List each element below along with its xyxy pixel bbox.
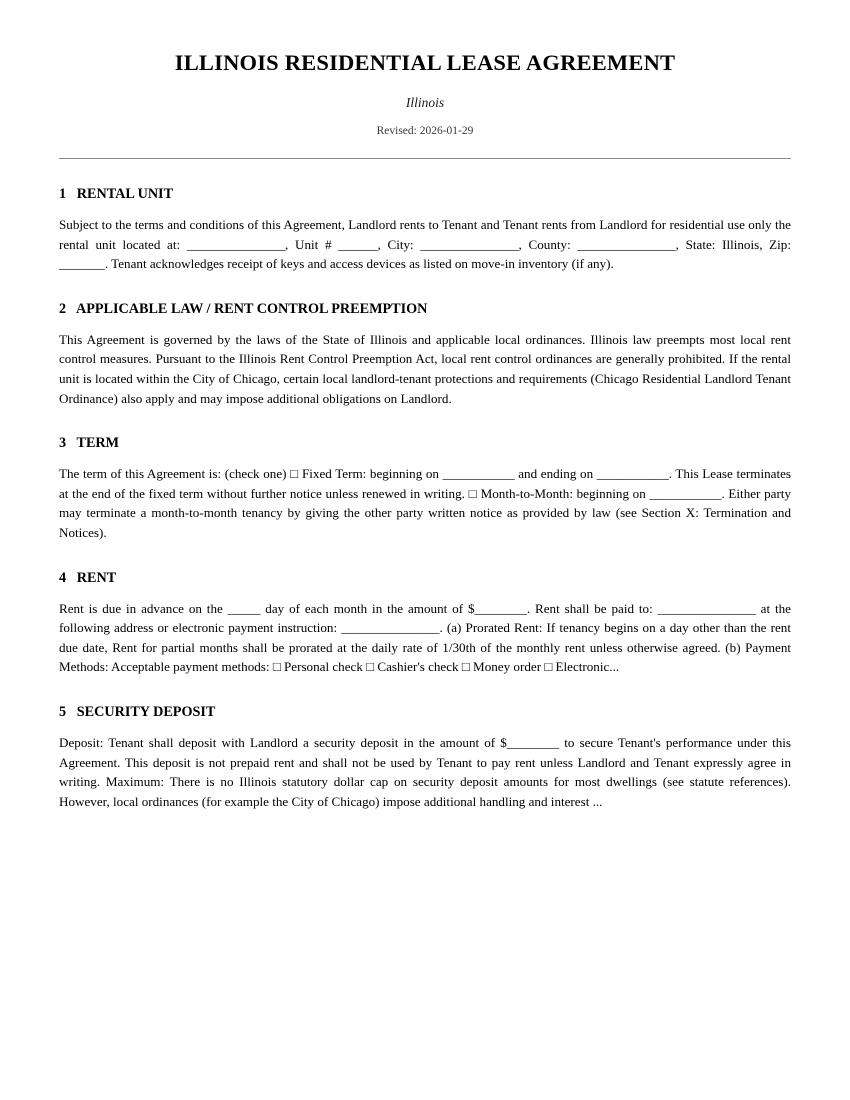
- document-subtitle: Illinois: [405, 94, 445, 110]
- section-heading-1: 1 RENTAL UNIT: [59, 185, 174, 202]
- section-heading-4: 4 RENT: [59, 569, 117, 586]
- section-body-4: Rent is due in advance on the _____ day of each month in the amount of $________. Rent shall be paid to: _______________ at the following address or electronic payment instruction: _______________. (a) Prorated Rent: If tenancy begins on a day other than the rent due date, Rent for partial months shall be prorated at the daily rate of 1/30th of the monthly rent unless otherwise agreed. (b) Payment Methods: Acceptable payment methods: □ Personal check □ Cashier's check □ Money order □ Electronic...: [59, 600, 791, 675]
- section-security-deposit: [59, 704, 791, 811]
- section-rental-unit: [59, 186, 791, 274]
- document-revised-date: Revised: 2026-01-29: [376, 124, 474, 137]
- section-heading-2: 2 APPLICABLE LAW / RENT CONTROL PREEMPTION: [59, 300, 428, 317]
- section-body-3: The term of this Agreement is: (check one) □ Fixed Term: beginning on ___________ and ending on ___________. This Lease terminates at the end of the fixed term without further notice unless renewed in writing. □ Month-to-Month: beginning on ___________. Either party may terminate a month-to-month tenancy by giving the other party written notice as provided by law (see Section X: Termination and Notices).: [59, 466, 791, 540]
- section-body-5: Deposit: Tenant shall deposit with Landlord a security deposit in the amount of $________ to secure Tenant's performance under this Agreement. This deposit is not prepaid rent and shall not be used by Tenant to pay rent unless Landlord and Tenant expressly agree in writing. Maximum: There is no Illinois statutory dollar cap on security deposit amounts for most dwellings (see statute references). However, local ordinances (for example the City of Chicago) impose additional handling and interest ...: [59, 734, 791, 809]
- section-rent: [59, 570, 791, 677]
- section-body-1: Subject to the terms and conditions of this Agreement, Landlord rents to Tenant and Tenant rents from Landlord for residential use only the rental unit located at: _______________, Unit # ______, City: _______________, County: _______________, State: Illinois, Zip: _______. Tenant acknowledges receipt of keys and access devices as listed on move-in inventory (if any).: [59, 216, 791, 272]
- document-content: [59, 0, 791, 811]
- section-term: [59, 435, 791, 542]
- section-heading-5: 5 SECURITY DEPOSIT: [59, 703, 216, 720]
- masthead-divider: [59, 158, 791, 159]
- section-heading-3: 3 TERM: [59, 435, 120, 452]
- section-applicable-law: [59, 301, 791, 408]
- page-title: ILLINOIS RESIDENTIAL LEASE AGREEMENT: [174, 50, 676, 75]
- section-body-2: This Agreement is governed by the laws of the State of Illinois and applicable local ordinances. Illinois law preempts most local rent control measures. Pursuant to the Illinois Rent Control Preemption Act, local rent control ordinances are generally prohibited. If the rental unit is located within the City of Chicago, certain local landlord-tenant protections and requirements (Chicago Residential Landlord Tenant Ordinance) also apply and may impose additional obligations on Landlord.: [59, 331, 791, 406]
